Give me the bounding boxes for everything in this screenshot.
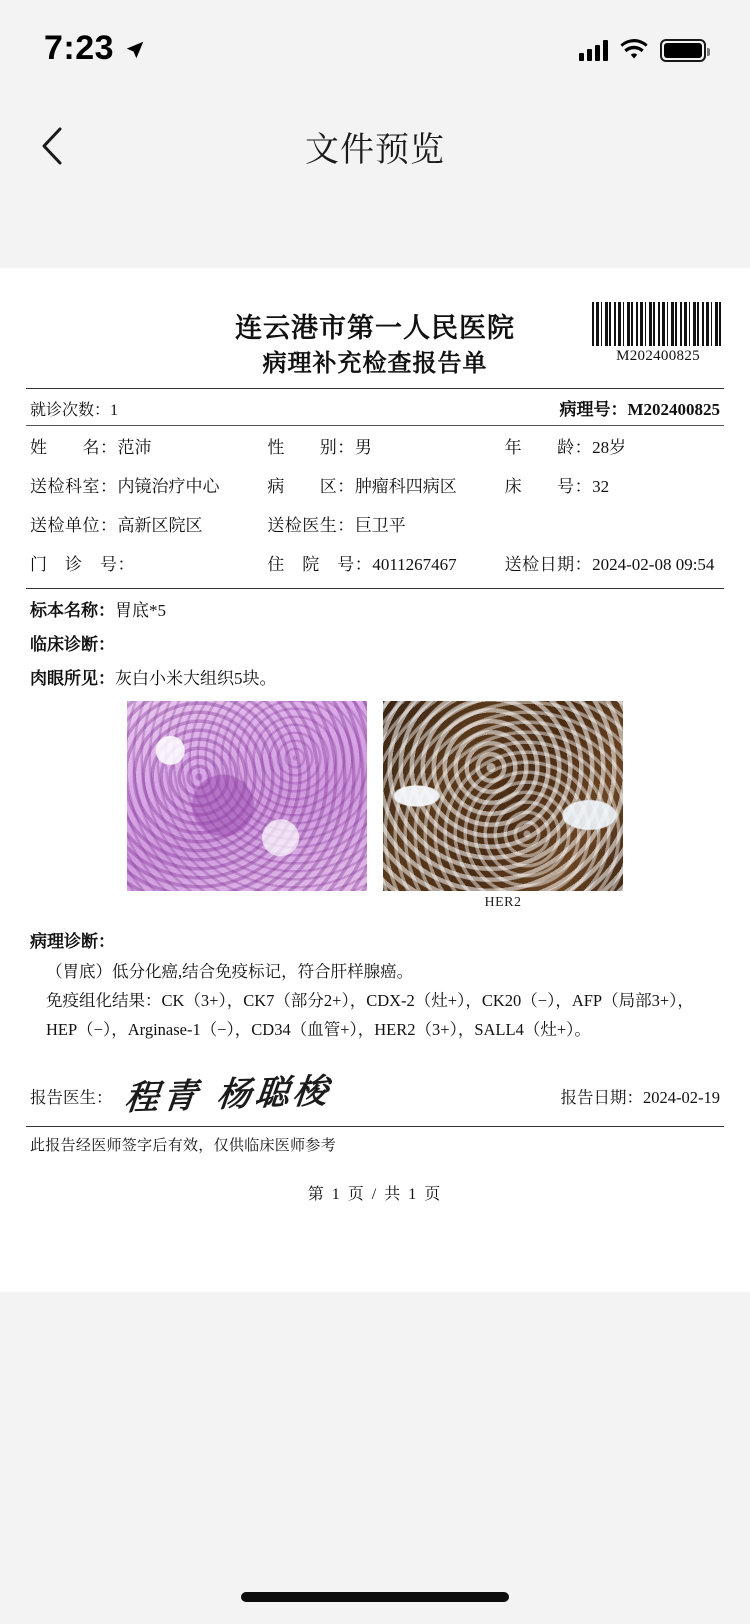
ihc-her2-caption: HER2 [484, 895, 522, 911]
field-value: 高新区院区 [117, 516, 203, 536]
info-cell [26, 465, 263, 504]
signature-left [30, 1071, 334, 1119]
specimen-label: 标本名称： [30, 601, 115, 621]
content-gap [0, 192, 750, 268]
bottom-bar [0, 1476, 750, 1624]
info-cell [263, 426, 500, 465]
gross-row [26, 657, 724, 691]
status-bar-left [44, 29, 146, 72]
visit-count [30, 397, 118, 420]
field-value: 范沛 [117, 438, 152, 458]
field-value: 32 [592, 477, 610, 497]
visit-count-label: 就诊次数： [30, 402, 111, 420]
field-value: 巨卫平 [354, 516, 406, 536]
barcode-image [592, 302, 724, 346]
battery-full-icon [660, 39, 706, 62]
info-cell [263, 543, 500, 582]
signature-label: 报告医生： [30, 1088, 113, 1107]
table-row [26, 465, 724, 504]
diagnosis-body [26, 958, 724, 1045]
field-value: 内镜治疗中心 [117, 477, 220, 497]
signature-row [26, 1062, 724, 1120]
info-cell [26, 504, 263, 543]
microscopy-images [26, 691, 724, 911]
status-bar [0, 0, 750, 100]
visit-row [26, 389, 724, 425]
he-stain-image [127, 701, 367, 891]
visit-count-value: 1 [110, 402, 119, 420]
info-cell [501, 465, 724, 504]
status-time: 7:23 [44, 28, 115, 67]
info-cell [501, 426, 724, 465]
field-label: 送检日期： [504, 555, 593, 575]
nav-bar [0, 100, 750, 192]
ihc-her2-photo [383, 701, 623, 891]
diagnosis-title: 病理诊断： [30, 932, 115, 952]
pathology-number [559, 395, 720, 420]
field-label: 床 号： [504, 477, 593, 497]
table-row [26, 426, 724, 465]
table-row [26, 543, 724, 582]
field-label: 送检医生： [267, 516, 355, 536]
field-label: 住 院 号： [267, 555, 373, 575]
doctor-signature: 程青 杨聪梭 [122, 1071, 334, 1119]
hospital-name: 连云港市第一人民医院 [235, 313, 515, 343]
field-value: 男 [354, 438, 372, 458]
field-label: 病 区： [267, 477, 355, 497]
page-title: 文件预览 [305, 130, 445, 169]
gross-label: 肉眼所见： [30, 669, 115, 689]
report-footnote: 此报告经医师签字后有效，仅供临床医师参考 [30, 1138, 337, 1154]
field-label: 性 别： [267, 438, 355, 458]
diagnosis-line: （胃底）低分化癌,结合免疫标记，符合肝样腺癌。 [46, 962, 414, 982]
field-value: 肿瘤科四病区 [354, 477, 457, 497]
wifi-icon [620, 39, 648, 61]
field-label: 年 龄： [504, 438, 593, 458]
report-date-value: 2024-02-19 [643, 1088, 720, 1107]
field-value: 28岁 [592, 438, 627, 458]
he-stain-photo [127, 701, 367, 891]
info-cell [26, 426, 263, 465]
info-cell [501, 504, 724, 543]
info-cell [263, 504, 500, 543]
info-cell [26, 543, 263, 582]
field-label: 姓 名： [30, 438, 118, 458]
home-indicator[interactable] [241, 1592, 509, 1602]
status-bar-right [579, 39, 706, 62]
chevron-left-icon [40, 126, 64, 166]
back-button[interactable] [30, 124, 74, 168]
clinical-row [26, 623, 724, 657]
report-page [0, 268, 750, 1292]
specimen-row [26, 589, 724, 623]
report-type: 病理补充检查报告单 [262, 351, 488, 378]
field-label: 门 诊 号： [30, 555, 135, 575]
table-row [26, 504, 724, 543]
pathology-number-label: 病理号： [559, 400, 628, 420]
barcode [592, 302, 724, 365]
field-label: 送检科室： [30, 477, 118, 497]
field-value: 2024-02-08 09:54 [592, 555, 715, 575]
pathology-number-value: M202400825 [627, 400, 720, 420]
gross-value: 灰白小米大组织5块。 [115, 669, 277, 689]
info-cell [263, 465, 500, 504]
report-date [561, 1084, 721, 1114]
field-value: 4011267467 [372, 555, 457, 575]
specimen-value: 胃底*5 [115, 601, 166, 621]
info-cell [501, 543, 724, 582]
report-date-label: 报告日期： [560, 1088, 643, 1107]
barcode-number: M202400825 [616, 348, 700, 364]
ihc-her2-image [383, 701, 623, 911]
diagnosis-line: 免疫组化结果：CK（3+），CK7（部分2+），CDX-2（灶+），CK20（−），AFP（局部3+），HEP（−），Arginase-1（−），CD34（血管+），HER2（3+），SALL4（灶+）。 [46, 990, 694, 1039]
report-header [26, 302, 724, 382]
signature-area [26, 1062, 724, 1204]
patient-info-table [26, 426, 724, 582]
field-label: 送检单位： [30, 516, 118, 536]
cellular-signal-icon [579, 39, 608, 61]
clinical-label: 临床诊断： [30, 635, 115, 655]
location-arrow-icon [124, 39, 146, 61]
document-viewer[interactable] [0, 268, 750, 1476]
page-footer: 第 1 页 / 共 1 页 [307, 1186, 443, 1203]
